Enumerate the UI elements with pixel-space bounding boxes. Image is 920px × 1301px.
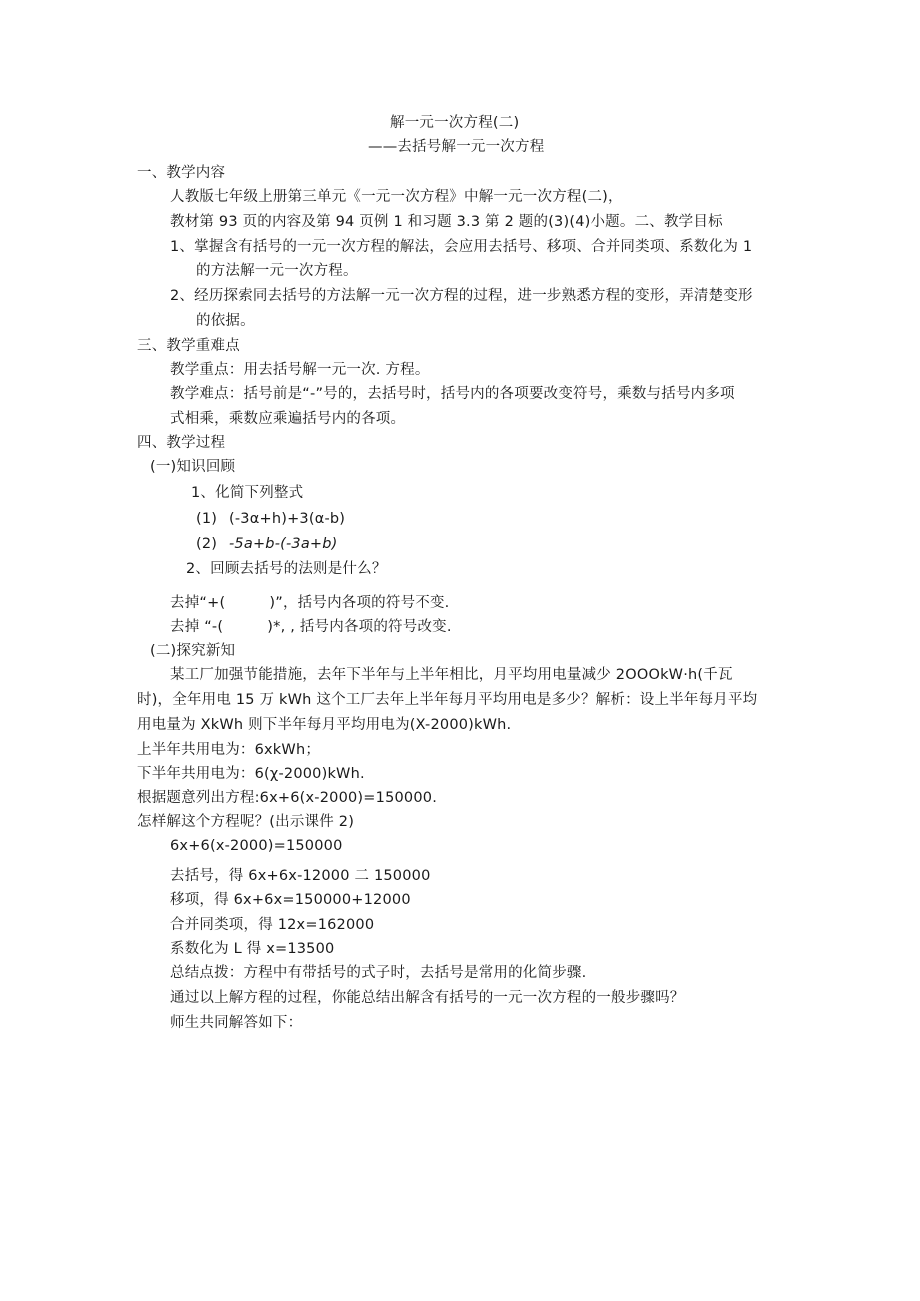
summary-note: 总结点拨：方程中有带括号的式子时，去括号是常用的化简步骤.	[170, 965, 587, 981]
review-question-1: 1、化简下列整式	[191, 485, 304, 501]
page-subtitle: ——去括号解一元一次方程	[368, 139, 545, 155]
solution-step: 合并同类项，得 12x=162000	[170, 917, 375, 933]
teaching-focus: 教学重点：用去括号解一元一次. 方程。	[170, 362, 430, 378]
teaching-difficulty: 教学难点：括号前是“-”号的，去括号时，括号内的各项要改变符号，乘数与括号内多项	[170, 386, 735, 402]
review-question-2: 2、回顾去括号的法则是什么？	[186, 561, 387, 577]
analysis-line: 根据题意列出方程:6x+6(x-2000)=150000.	[137, 790, 438, 806]
summary-question: 通过以上解方程的过程，你能总结出解含有括号的一元一次方程的一般步骤吗？	[170, 990, 685, 1006]
expression-number: (1)	[196, 511, 218, 527]
expression-number: (2)	[196, 536, 218, 552]
solution-step: 6x+6(x-2000)=150000	[170, 838, 343, 854]
goal-item-2: 2、经历探索同去括号的方法解一元一次方程的过程，进一步熟悉方程的变形，弄清楚变形	[170, 288, 753, 304]
content-line: 人教版七年级上册第三单元《一元一次方程》中解一元一次方程(二)，	[170, 189, 623, 205]
solution-step: 移项，得 6x+6x=150000+12000	[170, 892, 411, 908]
goal-item-1: 1、掌握含有括号的一元一次方程的解法，会应用去括号、移项、合并同类项、系数化为 1	[170, 239, 753, 255]
bracket-rule-plus: 去掉“+( )”，括号内各项的符号不变.	[170, 595, 450, 611]
expression: -5a+b-(-3a+b)	[229, 536, 338, 552]
bracket-rule-minus: 去掉 “-( )*, , 括号内各项的符号改变.	[170, 619, 452, 635]
subsection-heading-review: (一)知识回顾	[150, 459, 236, 475]
goal-item-2-cont: 的依据。	[196, 313, 255, 329]
page-title: 解一元一次方程(二)	[390, 115, 520, 131]
section-heading-process: 四、教学过程	[137, 435, 226, 451]
subsection-heading-explore: (二)探究新知	[150, 643, 236, 659]
expression: (-3α+h)+3(α-b)	[229, 511, 346, 527]
content-line: 教材第 93 页的内容及第 94 页例 1 和习题 3.3 第 2 题的(3)(4)小题。二、教学目标	[170, 214, 723, 230]
solution-step: 系数化为 L 得 x=13500	[170, 941, 335, 957]
summary-answer-intro: 师生共同解答如下：	[170, 1015, 303, 1031]
analysis-line: 下半年共用电为：6(χ-2000)kWh.	[137, 766, 365, 782]
problem-paragraph: 时)，全年用电 15 万 kWh 这个工厂去年上半年每月平均用电是多少？解析：设上半年每月平均	[137, 692, 758, 708]
solution-step: 去括号，得 6x+6x-12000 二 150000	[170, 868, 431, 884]
goal-item-1-cont: 的方法解一元一次方程。	[196, 263, 358, 279]
problem-paragraph: 用电量为 XkWh 则下半年每月平均用电为(X-2000)kWh.	[137, 717, 512, 733]
analysis-line: 怎样解这个方程呢？(出示课件 2)	[137, 814, 355, 830]
problem-paragraph: 某工厂加强节能措施，去年下半年与上半年相比，月平均用电量减少 2OOOkW·h(千瓦	[170, 667, 733, 683]
section-heading-content: 一、教学内容	[137, 165, 226, 181]
teaching-difficulty-cont: 式相乘，乘数应乘遍括号内的各项。	[170, 411, 406, 427]
section-heading-key-points: 三、教学重难点	[137, 338, 240, 354]
analysis-line: 上半年共用电为：6xkWh；	[137, 742, 321, 758]
